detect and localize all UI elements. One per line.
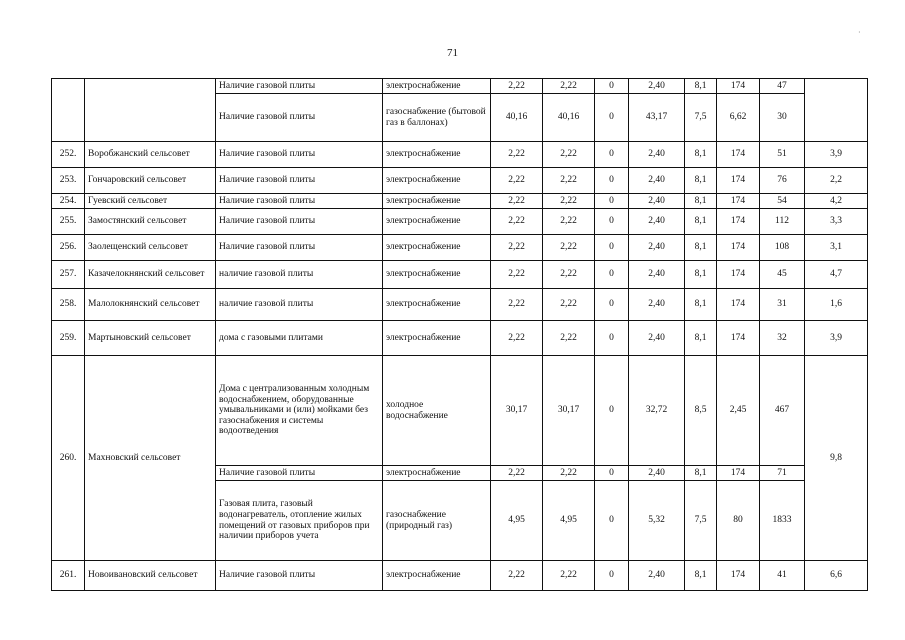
value-cell: 32,72 [629, 356, 685, 466]
value-cell: 51 [760, 142, 805, 168]
description-cell: Наличие газовой плиты [216, 142, 383, 168]
value-cell: 71 [760, 466, 805, 481]
value-cell: 2,22 [543, 142, 595, 168]
value-cell: 8,5 [685, 356, 717, 466]
service-cell: электроснабжение [383, 289, 491, 321]
value-cell: 8,1 [685, 466, 717, 481]
value-cell: 2,40 [629, 466, 685, 481]
value-cell: 8,1 [685, 194, 717, 209]
description-cell: Наличие газовой плиты [216, 561, 383, 591]
service-cell: газоснабжение (природный газ) [383, 481, 491, 561]
value-cell: 2,40 [629, 209, 685, 235]
value-cell: 2,22 [491, 289, 543, 321]
service-cell: электроснабжение [383, 466, 491, 481]
value-cell: 0 [595, 142, 629, 168]
value-cell: 0 [595, 194, 629, 209]
table-row [52, 209, 868, 235]
value-cell: 32 [760, 321, 805, 356]
service-cell: электроснабжение [383, 79, 491, 94]
value-cell: 4,95 [491, 481, 543, 561]
table-row [52, 356, 868, 466]
service-cell: электроснабжение [383, 235, 491, 261]
value-cell: 0 [595, 466, 629, 481]
value-cell: 174 [717, 289, 760, 321]
table-row [52, 289, 868, 321]
description-cell: дома с газовыми плитами [216, 321, 383, 356]
value-cell: 1833 [760, 481, 805, 561]
value-cell: 108 [760, 235, 805, 261]
tariff-table [51, 78, 868, 591]
value-cell: 30,17 [491, 356, 543, 466]
row-number-cell: 257. [52, 261, 85, 289]
service-cell: электроснабжение [383, 561, 491, 591]
value-cell: 174 [717, 321, 760, 356]
value-cell: 4,95 [543, 481, 595, 561]
settlement-name-cell: Мартыновский сельсовет [85, 321, 216, 356]
service-cell: электроснабжение [383, 194, 491, 209]
value-cell: 47 [760, 79, 805, 94]
value-cell: 2,22 [543, 561, 595, 591]
value-cell: 2,22 [491, 321, 543, 356]
value-cell: 2,40 [629, 261, 685, 289]
settlement-name-cell: Гончаровский сельсовет [85, 168, 216, 194]
value-cell: 2,22 [543, 261, 595, 289]
row-number-cell: 255. [52, 209, 85, 235]
value-cell: 0 [595, 235, 629, 261]
table-row [52, 235, 868, 261]
value-cell: 0 [595, 289, 629, 321]
value-cell: 467 [760, 356, 805, 466]
value-cell: 8,1 [685, 261, 717, 289]
value-cell: 0 [595, 209, 629, 235]
value-cell: 43,17 [629, 94, 685, 142]
value-cell: 174 [717, 209, 760, 235]
value-cell: 174 [717, 142, 760, 168]
settlement-name-cell: Новоивановский сельсовет [85, 561, 216, 591]
description-cell: Наличие газовой плиты [216, 209, 383, 235]
value-cell: 30 [760, 94, 805, 142]
description-cell: Газовая плита, газовый водонагреватель, отопление жилых помещений от газовых приборов при наличии приборов учета [216, 481, 383, 561]
value-cell: 2,22 [543, 209, 595, 235]
description-cell: Наличие газовой плиты [216, 168, 383, 194]
value-cell: 0 [595, 561, 629, 591]
description-cell: Наличие газовой плиты [216, 94, 383, 142]
row-number-cell: 261. [52, 561, 85, 591]
value-cell: 31 [760, 289, 805, 321]
value-cell: 2,40 [629, 79, 685, 94]
description-cell: Наличие газовой плиты [216, 194, 383, 209]
corner-mark: · [858, 28, 861, 37]
value-cell: 0 [595, 481, 629, 561]
value-cell: 30,17 [543, 356, 595, 466]
total-cell: 4,7 [805, 261, 868, 289]
value-cell: 174 [717, 168, 760, 194]
service-cell: электроснабжение [383, 168, 491, 194]
settlement-name-cell: Малолокнянский сельсовет [85, 289, 216, 321]
description-cell: Дома с централизованным холодным водоснабжением, оборудованные умывальниками и (или) мойками без газоснабжения и системы водоотведения [216, 356, 383, 466]
description-cell: Наличие газовой плиты [216, 235, 383, 261]
value-cell: 2,22 [491, 142, 543, 168]
description-cell: Наличие газовой плиты [216, 466, 383, 481]
service-cell: электроснабжение [383, 142, 491, 168]
value-cell: 76 [760, 168, 805, 194]
value-cell: 45 [760, 261, 805, 289]
value-cell: 2,22 [491, 194, 543, 209]
service-cell: электроснабжение [383, 261, 491, 289]
settlement-name-cell: Заолещенский сельсовет [85, 235, 216, 261]
description-cell: Наличие газовой плиты [216, 79, 383, 94]
value-cell: 2,22 [543, 466, 595, 481]
value-cell: 2,22 [543, 79, 595, 94]
settlement-name-cell: Замостянский сельсовет [85, 209, 216, 235]
value-cell: 0 [595, 94, 629, 142]
table-row [52, 261, 868, 289]
settlement-name-cell: Казачелокнянский сельсовет [85, 261, 216, 289]
total-cell: 9,8 [805, 356, 868, 561]
row-number-cell: 258. [52, 289, 85, 321]
value-cell: 0 [595, 79, 629, 94]
value-cell: 174 [717, 261, 760, 289]
value-cell: 0 [595, 168, 629, 194]
row-number-cell: 260. [52, 356, 85, 561]
page-number: 71 [447, 47, 458, 59]
total-cell: 4,2 [805, 194, 868, 209]
value-cell: 174 [717, 466, 760, 481]
value-cell: 112 [760, 209, 805, 235]
service-cell: холодное водоснабжение [383, 356, 491, 466]
value-cell: 0 [595, 356, 629, 466]
description-cell: наличие газовой плиты [216, 289, 383, 321]
value-cell: 0 [595, 261, 629, 289]
value-cell: 2,40 [629, 142, 685, 168]
value-cell: 2,22 [543, 289, 595, 321]
value-cell: 174 [717, 79, 760, 94]
row-number-cell: 259. [52, 321, 85, 356]
service-cell: электроснабжение [383, 209, 491, 235]
settlement-name-cell: Махновский сельсовет [85, 356, 216, 561]
value-cell: 8,1 [685, 235, 717, 261]
value-cell: 8,1 [685, 321, 717, 356]
row-number-cell: 256. [52, 235, 85, 261]
total-cell: 6,6 [805, 561, 868, 591]
value-cell: 54 [760, 194, 805, 209]
value-cell: 0 [595, 321, 629, 356]
value-cell: 2,40 [629, 168, 685, 194]
value-cell: 2,22 [543, 168, 595, 194]
table-row [52, 321, 868, 356]
settlement-name-cell [85, 79, 216, 142]
total-cell [805, 79, 868, 142]
value-cell: 2,22 [543, 235, 595, 261]
description-cell: наличие газовой плиты [216, 261, 383, 289]
value-cell: 2,22 [491, 79, 543, 94]
value-cell: 8,1 [685, 561, 717, 591]
value-cell: 40,16 [543, 94, 595, 142]
value-cell: 8,1 [685, 209, 717, 235]
value-cell: 174 [717, 561, 760, 591]
value-cell: 41 [760, 561, 805, 591]
value-cell: 7,5 [685, 94, 717, 142]
total-cell: 3,3 [805, 209, 868, 235]
value-cell: 8,1 [685, 168, 717, 194]
service-cell: газоснабжение (бытовой газ в баллонах) [383, 94, 491, 142]
value-cell: 2,22 [491, 561, 543, 591]
value-cell: 40,16 [491, 94, 543, 142]
value-cell: 6,62 [717, 94, 760, 142]
value-cell: 2,22 [491, 261, 543, 289]
value-cell: 2,22 [491, 466, 543, 481]
value-cell: 8,1 [685, 289, 717, 321]
value-cell: 174 [717, 194, 760, 209]
total-cell: 3,9 [805, 321, 868, 356]
table-row [52, 79, 868, 94]
value-cell: 2,22 [491, 235, 543, 261]
settlement-name-cell: Воробжанский сельсовет [85, 142, 216, 168]
value-cell: 2,40 [629, 561, 685, 591]
value-cell: 8,1 [685, 79, 717, 94]
row-number-cell: 253. [52, 168, 85, 194]
value-cell: 8,1 [685, 142, 717, 168]
value-cell: 5,32 [629, 481, 685, 561]
value-cell: 2,40 [629, 321, 685, 356]
service-cell: электроснабжение [383, 321, 491, 356]
table-row [52, 142, 868, 168]
value-cell: 2,40 [629, 289, 685, 321]
row-number-cell [52, 79, 85, 142]
table-row [52, 194, 868, 209]
total-cell: 2,2 [805, 168, 868, 194]
row-number-cell: 254. [52, 194, 85, 209]
value-cell: 80 [717, 481, 760, 561]
row-number-cell: 252. [52, 142, 85, 168]
value-cell: 2,22 [543, 194, 595, 209]
total-cell: 1,6 [805, 289, 868, 321]
total-cell: 3,9 [805, 142, 868, 168]
value-cell: 174 [717, 235, 760, 261]
value-cell: 2,40 [629, 194, 685, 209]
total-cell: 3,1 [805, 235, 868, 261]
value-cell: 2,22 [543, 321, 595, 356]
table-row [52, 561, 868, 591]
value-cell: 2,40 [629, 235, 685, 261]
table-row [52, 168, 868, 194]
value-cell: 7,5 [685, 481, 717, 561]
settlement-name-cell: Гуевский сельсовет [85, 194, 216, 209]
value-cell: 2,22 [491, 209, 543, 235]
value-cell: 2,22 [491, 168, 543, 194]
value-cell: 2,45 [717, 356, 760, 466]
